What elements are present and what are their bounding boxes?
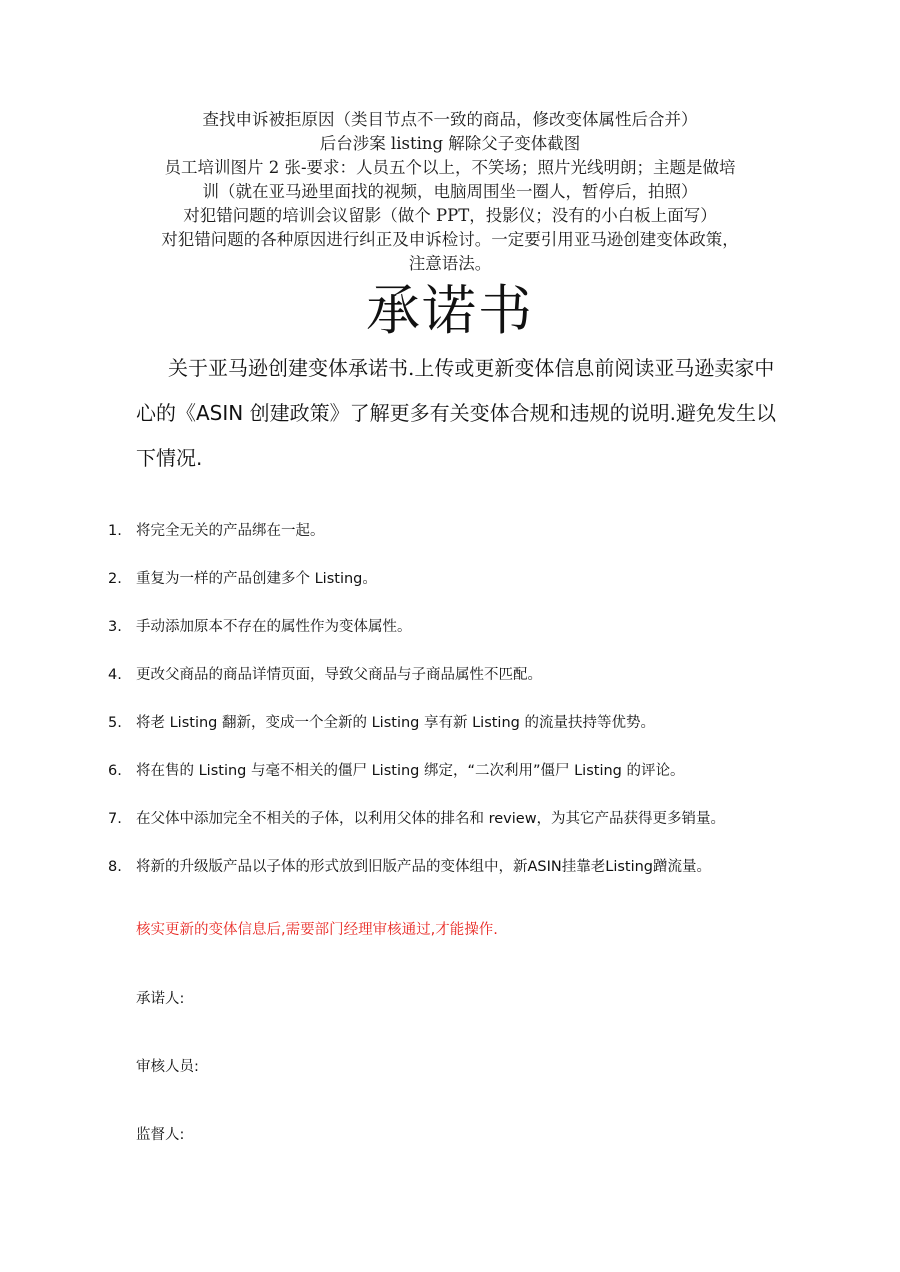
list-item-number: 6. bbox=[108, 763, 122, 779]
list-item-text: 更改父商品的商品详情页面，导致父商品与子商品属性不匹配。 bbox=[136, 667, 542, 683]
note-line: 对犯错问题的各种原因进行纠正及申诉检讨。一定要引用亚马逊创建变体政策， bbox=[161, 230, 739, 249]
list-item-text: 将在售的 Listing 与毫不相关的僵尸 Listing 绑定，“二次利用”僵尸 Listing 的评论。 bbox=[136, 763, 685, 779]
list-item-number: 5. bbox=[108, 715, 122, 731]
list-item-number: 7. bbox=[108, 811, 122, 827]
list-item-text: 将新的升级版产品以子体的形式放到旧版产品的变体组中，新ASIN挂靠老Listing蹭流量。 bbox=[136, 859, 712, 875]
list-item-number: 1. bbox=[108, 523, 122, 539]
list-item-text: 在父体中添加完全不相关的子体，以利用父体的排名和 review，为其它产品获得更多销量。 bbox=[136, 811, 726, 827]
document-title: 承诺书 bbox=[366, 279, 534, 342]
intro-policy-text: 亚马逊卖家中心的《ASIN 创建政策》了解更多有关变体合规和违规的说明.避免发生以下情况. bbox=[136, 356, 776, 470]
list-item bbox=[100, 852, 800, 900]
intro-paragraph bbox=[136, 346, 776, 481]
list-item-number: 4. bbox=[108, 667, 122, 683]
list-item bbox=[100, 708, 800, 756]
list-item bbox=[100, 756, 800, 804]
list-item-text: 重复为一样的产品创建多个 Listing。 bbox=[136, 571, 377, 587]
list-item-text: 将完全无关的产品绑在一起。 bbox=[136, 523, 325, 539]
list-item-number: 8. bbox=[108, 859, 122, 875]
list-item-number: 3. bbox=[108, 619, 122, 635]
list-item bbox=[100, 804, 800, 852]
prohibited-list bbox=[100, 516, 800, 900]
list-item-text: 将老 Listing 翻新，变成一个全新的 Listing 享有新 Listing 的流量扶持等优势。 bbox=[136, 715, 655, 731]
note-line: 注意语法。 bbox=[408, 254, 492, 273]
note-line: 后台涉案 listing 解除父子变体截图 bbox=[319, 134, 581, 153]
list-item bbox=[100, 564, 800, 612]
list-item bbox=[100, 516, 800, 564]
note-line: 训（就在亚马逊里面找的视频，电脑周围坐一圈人，暂停后，拍照） bbox=[202, 182, 698, 201]
signature-promisor: 承诺人: bbox=[136, 991, 185, 1007]
intro-lead-text: 关于亚马逊创建变体承诺书.上传或更新变体信息前阅读 bbox=[168, 356, 655, 380]
note-line: 员工培训图片 2 张-要求：人员五个以上，不笑场；照片光线明朗；主题是做培 bbox=[164, 158, 736, 177]
notes-block bbox=[120, 108, 780, 276]
note-line: 对犯错问题的培训会议留影（做个 PPT，投影仪；没有的小白板上面写） bbox=[183, 206, 717, 225]
signature-reviewer: 审核人员: bbox=[136, 1059, 199, 1075]
note-line: 查找申诉被拒原因（类目节点不一致的商品，修改变体属性后合并） bbox=[202, 110, 698, 129]
list-item bbox=[100, 660, 800, 708]
approval-warning: 核实更新的变体信息后,需要部门经理审核通过,才能操作. bbox=[136, 922, 498, 938]
list-item-text: 手动添加原本不存在的属性作为变体属性。 bbox=[136, 619, 412, 635]
list-item-number: 2. bbox=[108, 571, 122, 587]
signature-supervisor: 监督人: bbox=[136, 1127, 185, 1143]
list-item bbox=[100, 612, 800, 660]
